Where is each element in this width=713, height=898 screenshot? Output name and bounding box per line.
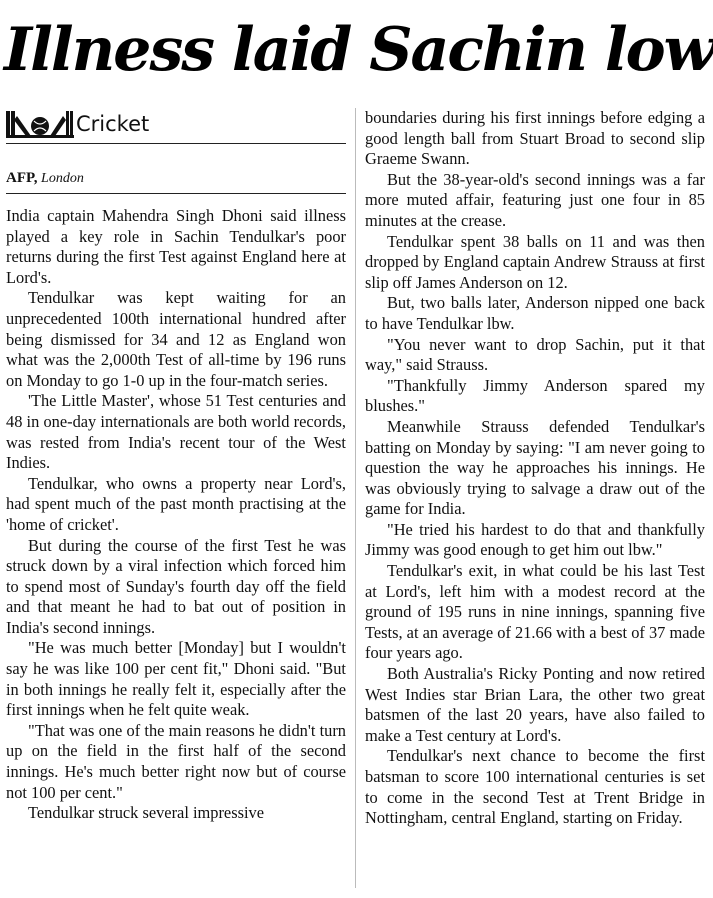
paragraph: "He was much better [Monday] but I wouldn't say he was like 100 per cent fit," Dhoni said. "But in both innings he really felt it, especially after the first innings when he felt quite weak.: [6, 638, 346, 720]
byline-agency: AFP,: [6, 170, 38, 186]
paragraph: But, two balls later, Anderson nipped one back to have Tendulkar lbw.: [365, 293, 705, 333]
paragraph: Tendulkar struck several impressive: [28, 803, 264, 823]
paragraph: Tendulkar's next chance to become the first batsman to score 100 international centuries is set to come in the second Test at Trent Bridge in Nottingham, central England, starting on Friday.: [365, 746, 705, 828]
paragraph: 'The Little Master', whose 51 Test centuries and 48 in one-day internationals are both world records, was rested from India's recent tour of the West Indies.: [6, 391, 346, 473]
paragraph: "You never want to drop Sachin, put it that way," said Strauss.: [365, 334, 705, 375]
paragraph: "Thankfully Jimmy Anderson spared my blushes.": [365, 375, 705, 416]
paragraph: Tendulkar, who owns a property near Lord's, had spent much of the past month practising at the 'home of cricket'.: [6, 473, 346, 534]
paragraph: "He tried his hardest to do that and thankfully Jimmy was good enough to get him out lbw.": [365, 519, 705, 560]
cricket-bat-ball-icon: [6, 108, 74, 140]
paragraph: Meanwhile Strauss defended Tendulkar's batting on Monday by saying: "I am never going to question the way he approaches his innings. He was obviously trying to salvage a draw out of the game for India.: [365, 416, 705, 519]
paragraph: But the 38-year-old's second innings was a far more muted affair, featuring just one four in 85 minutes at the crease.: [365, 169, 705, 230]
paragraph: boundaries during his first innings before edging a good length ball from Stuart Broad to second slip Graeme Swann.: [365, 108, 705, 169]
article-body-left: [6, 206, 346, 824]
paragraph: Both Australia's Ricky Ponting and now retired West Indies star Brian Lara, the other two great batsmen of the last 20 years, have also failed to make a Test century at Lord's.: [365, 664, 705, 745]
byline: [6, 144, 346, 194]
article-body-right: [365, 108, 705, 829]
section-header: [6, 106, 346, 142]
headline: Illness laid Sachin low: [4, 15, 713, 85]
paragraph: Tendulkar spent 38 balls on 11 and was then dropped by England captain Andrew Strauss at first slip off James Anderson on 12.: [365, 231, 705, 292]
left-column: [6, 106, 346, 824]
paragraph: Tendulkar's exit, in what could be his last Test at Lord's, left him with a modest record at the ground of 195 runs in nine innings, spanning five Tests, at an average of 21.66 with a best of 37 made four years ago.: [365, 561, 705, 663]
byline-location: London: [41, 171, 84, 186]
paragraph: Tendulkar was kept waiting for an unprecedented 100th international hundred after being dismissed for 34 and 12 as England won what was the 2,000th Test of all-time by 196 runs on Monday to go 1-0 up in the four-match series.: [6, 288, 346, 390]
paragraph: But during the course of the first Test he was struck down by a viral infection which forced him to spend most of Sunday's fourth day off the field and that meant he had to bat out of position in India's second innings.: [6, 535, 346, 637]
paragraph: India captain Mahendra Singh Dhoni said illness played a key role in Sachin Tendulkar's poor returns during the first Test against England here at Lord's.: [6, 206, 346, 287]
section-label: Cricket: [76, 112, 150, 136]
column-divider: [355, 108, 356, 888]
paragraph: "That was one of the main reasons he didn't turn up on the field in the first half of the second innings. He's much better right now but of course not 100 per cent.": [6, 720, 346, 802]
right-column: [365, 108, 705, 829]
